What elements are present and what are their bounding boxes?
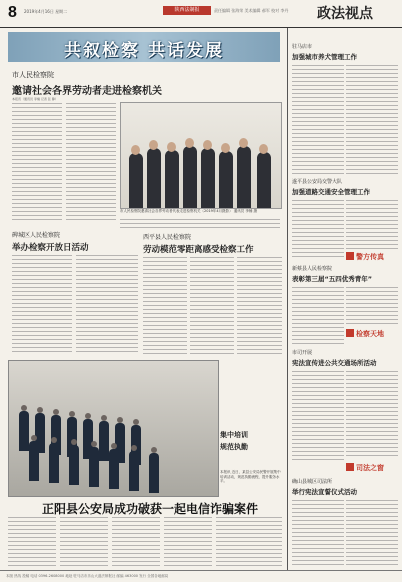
tag-label: 检察天地 <box>356 330 384 338</box>
tag-judicial <box>346 462 398 474</box>
tag-procuratorate <box>346 328 398 340</box>
masthead: 陕西法制报 <box>163 6 211 15</box>
photo-credit: 通讯员 李楠 摄 <box>233 209 257 213</box>
right-article1-title: 加强城市养犬管理工作 <box>292 53 357 61</box>
article4-body-col5 <box>216 516 282 566</box>
article4-body-col3 <box>112 516 160 566</box>
photo-caption-text: 市人民检察院邀请社会各界劳动者代表走进检察机关（2019年4月摄影） <box>120 209 233 213</box>
article4-body-col4 <box>164 516 212 566</box>
right-article5-body-col1 <box>292 499 344 565</box>
article4-body-col1 <box>8 516 56 566</box>
right-article5-body-col2 <box>346 499 398 565</box>
training-photo-caption: 本报讯 近日，某县公安局民警开展集中培训活动，规范执勤流程，提升服务水平。 <box>220 470 281 483</box>
right-article2-body-col1 <box>292 199 344 259</box>
article1-photo <box>120 102 282 209</box>
article4-title: 正阳县公安局成功破获一起电信诈骗案件 <box>42 502 259 516</box>
tag-square-icon <box>346 329 354 337</box>
training-photo <box>8 360 219 497</box>
article1-kicker: 市人民检察院 <box>12 71 54 79</box>
photo-side-title-1: 集中培训 <box>220 431 248 439</box>
right-article2-kicker: 遂平县公安局交警大队 <box>292 179 343 185</box>
article2-body-col1 <box>12 254 72 354</box>
article3-body-col1 <box>143 256 187 354</box>
right-article3-body-col1 <box>292 286 344 346</box>
editors-line: 责任编辑 张海荣 美术编辑 郝军 校对 李丹 <box>214 8 289 13</box>
tag-square-icon <box>346 252 354 260</box>
tag-label: 司法之窗 <box>356 464 384 472</box>
tag-label: 警方传真 <box>356 253 384 261</box>
right-article2-title: 加强道路交通安全管理工作 <box>292 188 370 196</box>
banner-title: 共叙检察 共话发展 <box>64 41 224 61</box>
article1-body-tail <box>120 218 280 228</box>
photo-side-title-2: 规范执勤 <box>220 443 248 451</box>
article2-title: 举办检察开放日活动 <box>12 243 89 253</box>
header-rule <box>0 27 402 28</box>
right-article4-body-col2 <box>346 370 398 458</box>
right-article4-kicker: 市司开展 <box>292 350 313 356</box>
right-article1-kicker: 驻马店市 <box>292 44 313 50</box>
right-article2-body-col2 <box>346 199 398 249</box>
article2-kicker: 碑城区人民检察院 <box>12 232 61 239</box>
article3-title: 劳动模范零距离感受检察工作 <box>143 245 254 255</box>
right-article1-body-col1 <box>292 64 344 174</box>
article1-byline: 本报讯（通讯员 李楠 记者 张 静） <box>12 97 58 101</box>
article1-photo-caption <box>120 209 280 214</box>
right-article5-kicker: 确山县城区司法所 <box>292 479 333 485</box>
article1-body-col1 <box>12 102 62 222</box>
right-article4-body-col1 <box>292 370 344 460</box>
column-divider <box>287 28 288 573</box>
article2-body-col2 <box>76 254 138 354</box>
tag-police-fax <box>346 251 398 263</box>
article4-body-col2 <box>60 516 108 566</box>
right-article3-kicker: 新蔡县人民检察院 <box>292 266 333 272</box>
right-article5-title: 举行宪法宣誓仪式活动 <box>292 488 357 496</box>
article1-body-col2 <box>66 102 116 222</box>
page-footer: 本版 热线 投稿 电话 0396-2608000 地址 驻马店市乐山大道法制报社 邮编 463000 发行 全国各地邮局 <box>0 570 402 582</box>
article1-title: 邀请社会各界劳动者走进检察机关 <box>12 86 162 97</box>
right-article3-title: 表彰第三届“五四优秀青年” <box>292 275 373 283</box>
page-number: 8 <box>8 4 17 21</box>
article3-kicker: 西平县人民检察院 <box>143 234 192 241</box>
tag-square-icon <box>346 463 354 471</box>
article3-body-col2 <box>190 256 234 354</box>
section-title: 政法视点 <box>317 6 373 22</box>
right-article4-title: 宪法宣传进公共交通场所活动 <box>292 359 377 367</box>
article3-body-col3 <box>237 256 282 354</box>
right-article1-body-col2 <box>346 64 398 174</box>
right-article3-body-col2 <box>346 286 398 324</box>
issue-date: 2019年4月16日 星期二 <box>24 9 68 14</box>
